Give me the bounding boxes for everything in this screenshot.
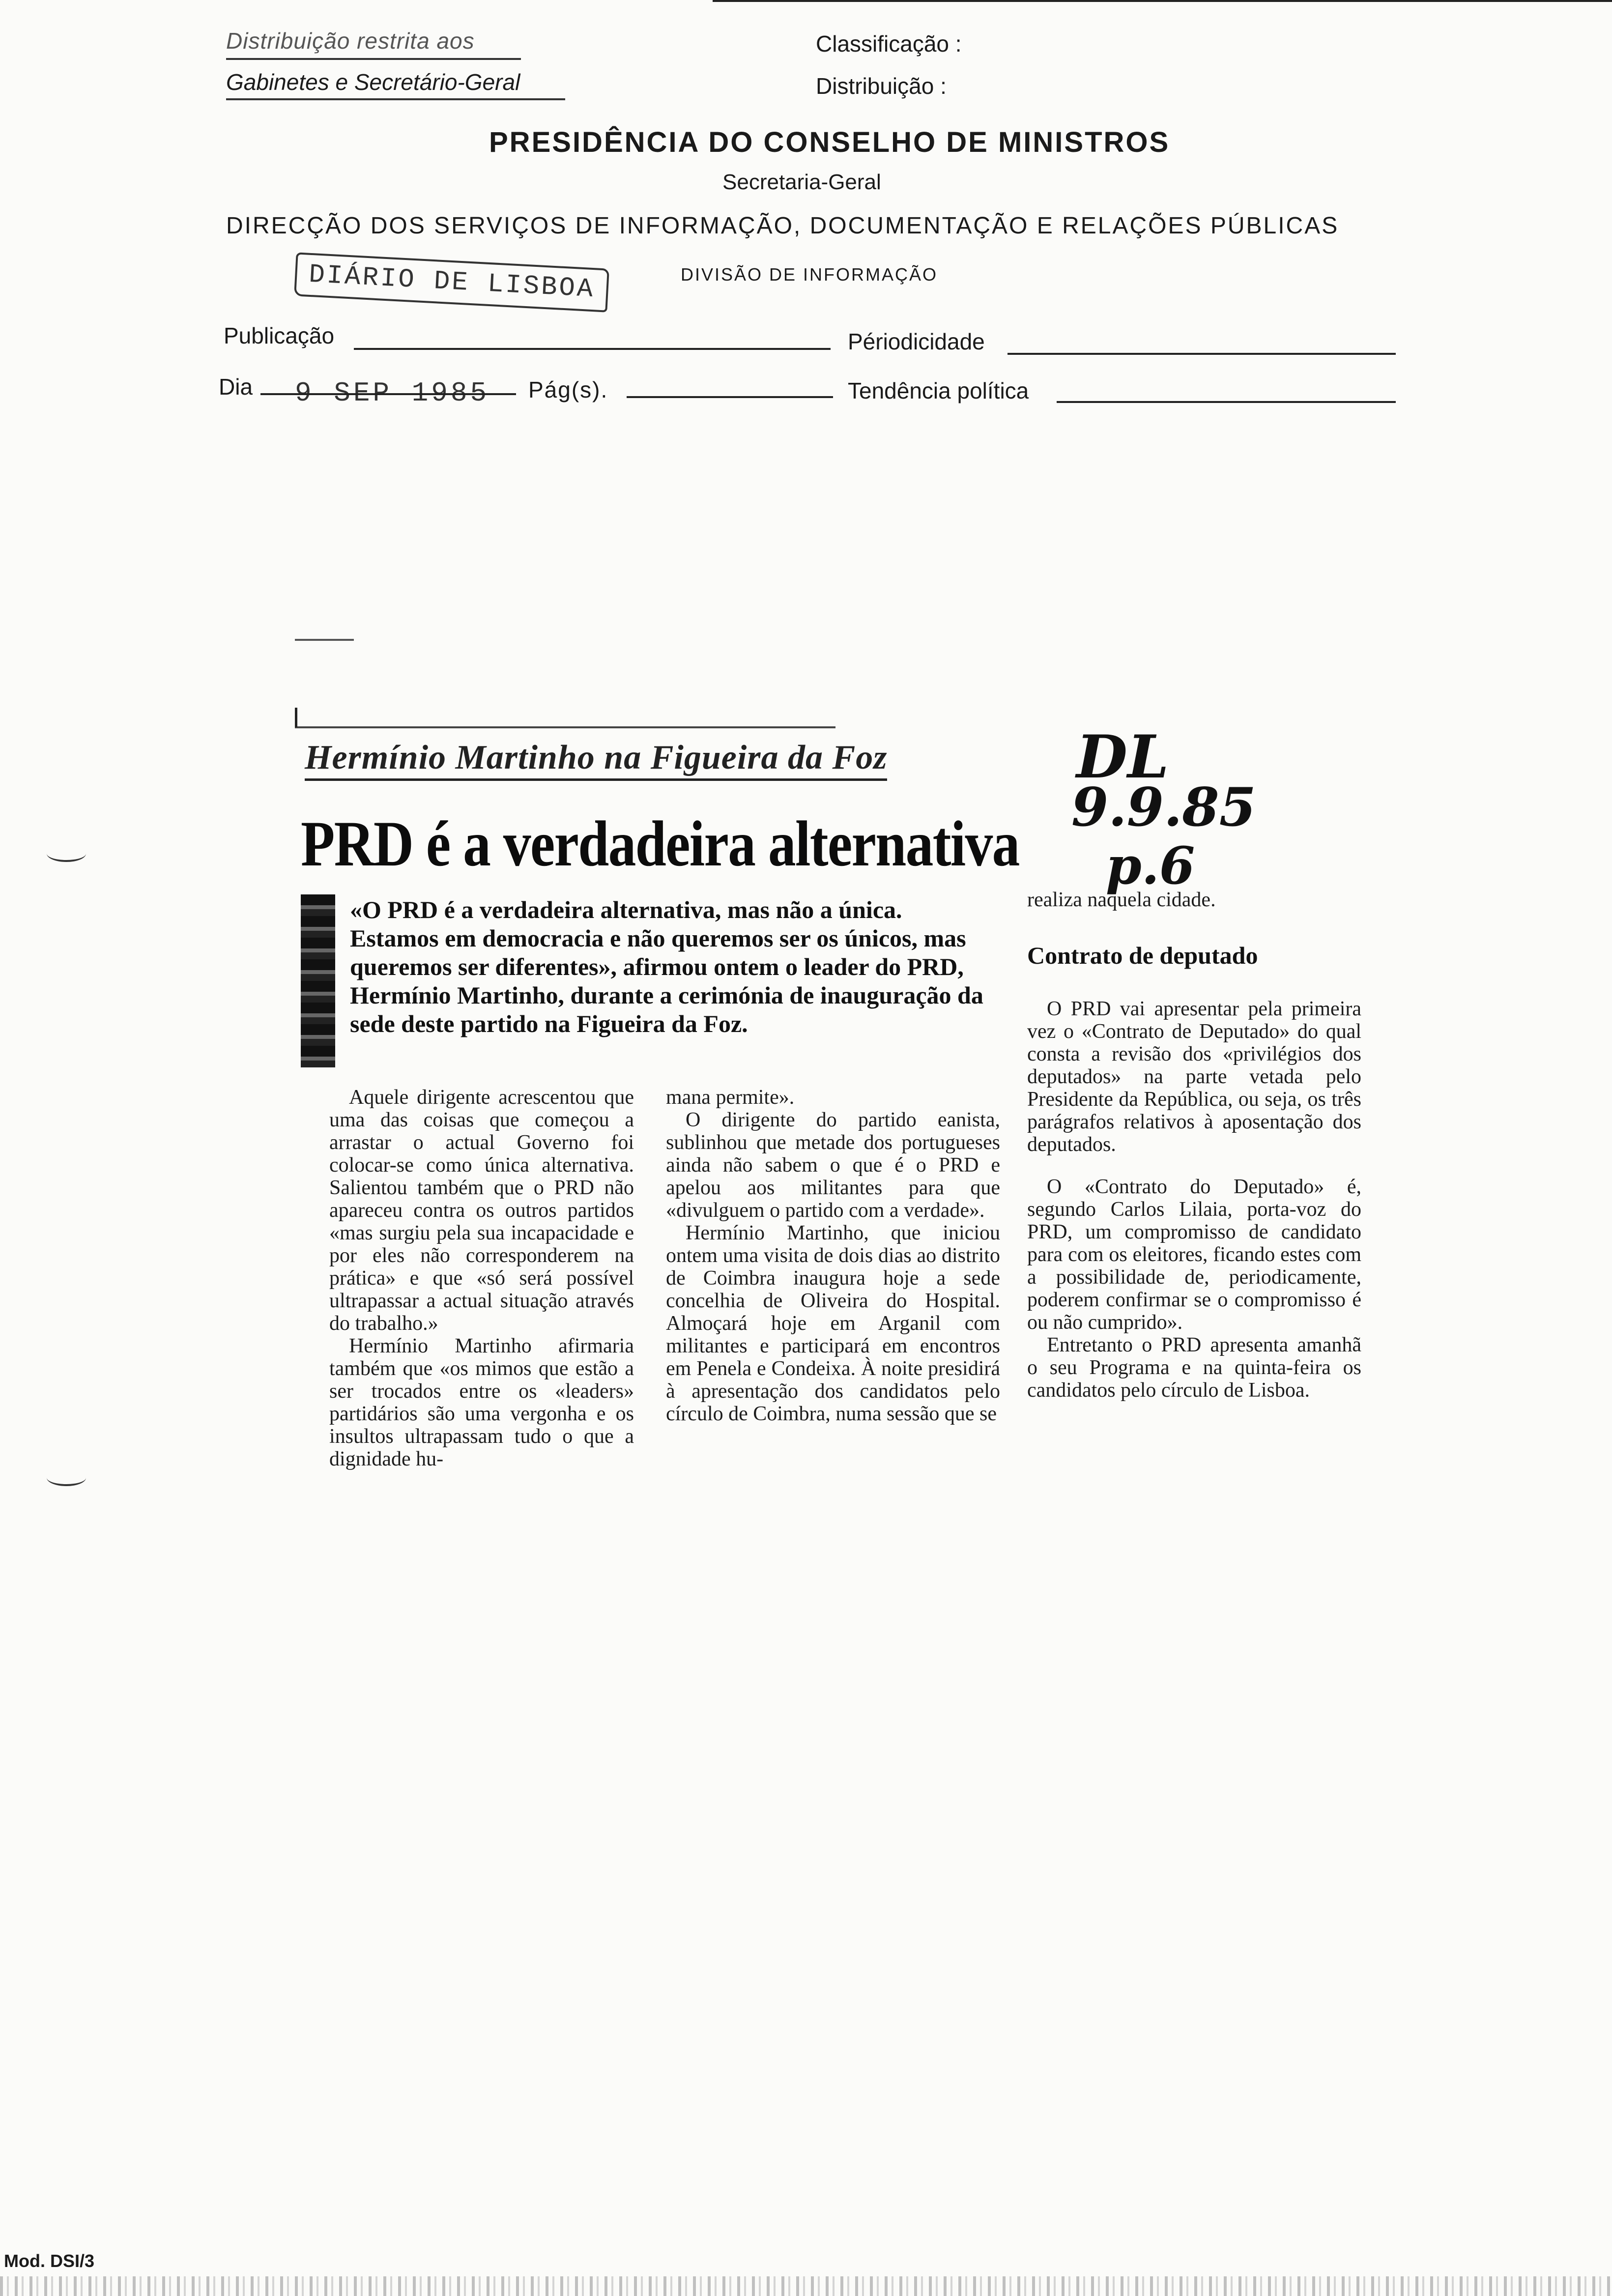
col2-paragraph-0: mana permite». xyxy=(666,1086,795,1109)
scan-edge-noise xyxy=(0,2276,1612,2296)
article-column-1 xyxy=(329,1086,634,1470)
periodicidade-field-line xyxy=(1008,353,1396,355)
col3-paragraph-3: Entretanto o PRD apresenta amanhã o seu Programa e na quinta-feira os candidatos pelo círculo de Lisboa. xyxy=(1027,1334,1361,1402)
col3-paragraph-2: O «Contrato do Deputado» é, segundo Carlos Lilaia, porta-voz do PRD, um compromisso de candidato para com os eleitores, ficando estes com a possibilidade de, periodicamente, poderem confirmar se o compromisso é ou não cumprido». xyxy=(1027,1176,1361,1334)
restricted-underline xyxy=(226,58,521,60)
contrato-subhead: Contrato de deputado xyxy=(1027,942,1258,969)
tendencia-field-line xyxy=(1057,401,1396,403)
col2-paragraph-2: Hermínio Martinho, que iniciou ontem uma visita de dois dias ao distrito de Coimbra inaugura hoje a sede concelhia de Oliveira do Hospital. Almoçará hoje em Arganil com militantes e participará em encontros em Penela e Condeixa. À noite presidirá à apresentação dos candidatos pelo círculo de Coimbra, numa sessão que se xyxy=(666,1222,1000,1425)
lead-black-bar xyxy=(301,894,335,1067)
newspaper-stamp: DIÁRIO DE LISBOA xyxy=(294,252,609,312)
dia-label: Dia xyxy=(219,374,253,400)
article-column-2 xyxy=(666,1086,1000,1425)
article-headline: PRD é a verdadeira alternativa xyxy=(301,807,1019,880)
periodicidade-label: Périodicidade xyxy=(848,329,985,354)
col3-paragraph-0: realiza naquela cidade. xyxy=(1027,889,1216,911)
distribuicao-label: Distribuição : xyxy=(816,73,947,99)
direccao-line: DIRECÇÃO DOS SERVIÇOS DE INFORMAÇÃO, DOCUMENTAÇÃO E RELAÇÕES PÚBLICAS xyxy=(226,213,1339,239)
handwritten-date-mark: 9.9.85 xyxy=(1071,776,1256,838)
punch-mark-1 xyxy=(47,845,86,862)
publicacao-label: Publicação xyxy=(224,323,335,348)
top-border-line xyxy=(713,0,1612,2)
punch-mark-2 xyxy=(47,1469,86,1486)
article-column-3 xyxy=(1027,889,1361,911)
clipping-top-rule xyxy=(295,726,835,728)
article-column-3-body xyxy=(1027,998,1361,1402)
dia-date-stamp: 9 SEP 1985 xyxy=(295,377,490,409)
publicacao-field-line xyxy=(354,348,831,350)
dia-field-line xyxy=(260,393,516,395)
article-kicker: Hermínio Martinho na Figueira da Foz xyxy=(305,738,887,781)
form-model-code: Mod. DSI/3 xyxy=(4,2251,95,2271)
col3-paragraph-1: O PRD vai apresentar pela primeira vez o «Contrato de Deputado» do qual consta a revisão dos «privilégios dos deputados» na parte vetada pelo Presidente da República, ou seja, os três parágrafos relativos à aposentação dos deputados. xyxy=(1027,998,1361,1156)
secretaria-geral: Secretaria-Geral xyxy=(722,170,881,194)
divisao-label: DIVISÃO DE INFORMAÇÃO xyxy=(681,264,938,285)
col2-paragraph-1: O dirigente do partido eanista, sublinhou que metade dos portugueses ainda não sabem o que é o PRD e apelou aos militantes para que «divulguem o partido com a verdade». xyxy=(666,1109,1000,1222)
article-lead: «O PRD é a verdadeira alternativa, mas não a única. Estamos em democracia e não queremos ser os únicos, mas queremos ser diferentes», afirmou ontem o leader do PRD, Hermínio Martinho, durante a cerimónia de inauguração da sede deste partido na Figueira da Foz. xyxy=(350,896,983,1037)
restricted-distribution-line1: Distribuição restrita aos xyxy=(226,28,475,54)
classificacao-label: Classificação : xyxy=(816,31,962,57)
pags-field-line xyxy=(627,396,833,398)
restricted-underline-2 xyxy=(226,98,565,100)
tendencia-label: Tendência política xyxy=(848,378,1029,403)
stray-dash xyxy=(295,639,354,641)
restricted-distribution-line2: Gabinetes e Secretário-Geral xyxy=(226,69,520,95)
col1-paragraph-2: Hermínio Martinho afirmaria também que «os mimos que estão a ser trocados entre os «leaders» partidários são uma vergonha e os insultos ultrapassam tudo o que a dignidade hu- xyxy=(329,1335,634,1470)
handwritten-page-mark: p.6 xyxy=(1106,835,1195,896)
presidencia-title: PRESIDÊNCIA DO CONSELHO DE MINISTROS xyxy=(489,126,1170,158)
col1-paragraph-1: Aquele dirigente acrescentou que uma das coisas que começou a arrastar o actual Governo foi colocar-se como única alternativa. Salientou também que o PRD não apareceu contra os outros partidos «mas surgiu pela sua incapacidade e por eles não corresponderem na prática» e que «só será possível ultrapassar a actual situação através do trabalho.» xyxy=(329,1086,634,1335)
pags-label: Pág(s). xyxy=(528,377,608,402)
handwritten-source-mark: DL xyxy=(1076,722,1169,792)
clipping-corner xyxy=(295,708,297,727)
